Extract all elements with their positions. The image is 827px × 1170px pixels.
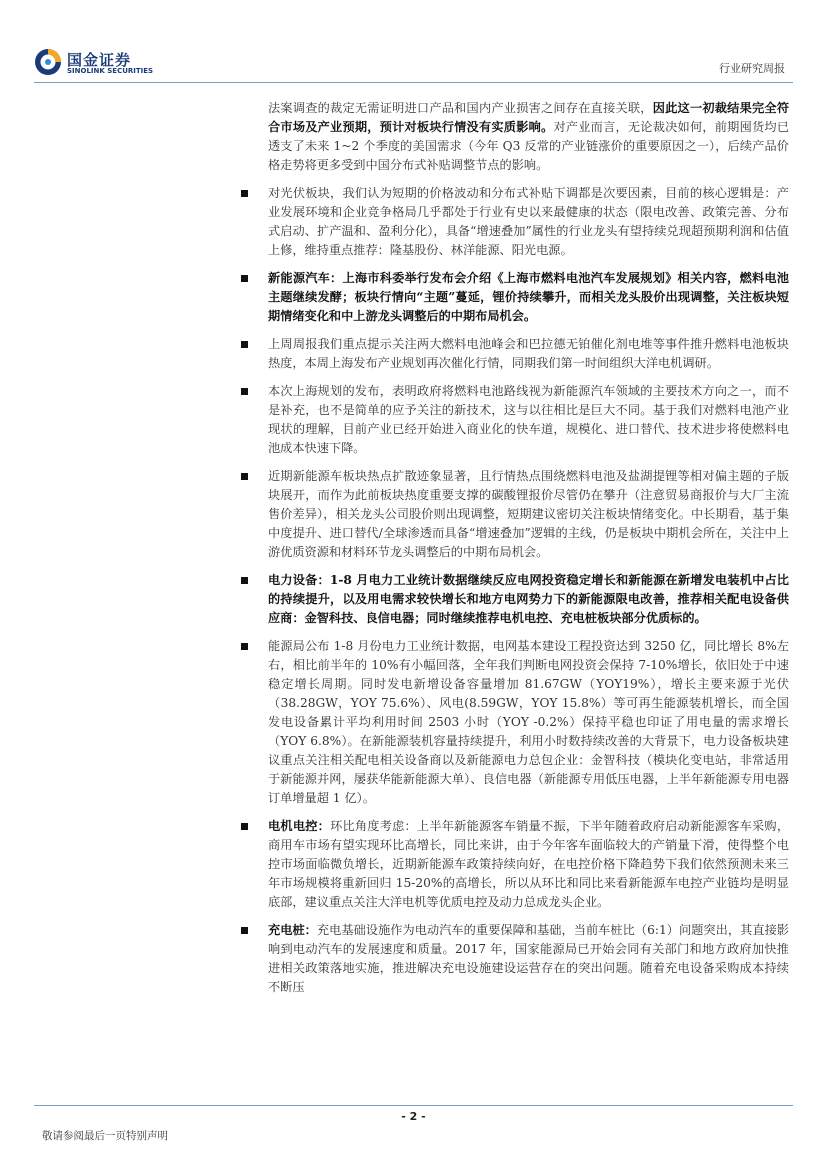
paragraph-text: 环比角度考虑：上半年新能源客车销量不振，下半年随着政府启动新能源客车采购，商用车市场有望实现环比高增长，同比来讲，由于今年客车面临较大的产销量下滑，使得整个电控市场面临微负增长，近期新能源车政策持续向好，在电控价格下降趋势下我们依然预测未来三年市场规模将重新回归 15-20%的高增长，所以从环比和同比来看新能源车电控产业链均是明显底部，建议重点关注大洋电机等优质电控及动力总成龙头企业。: [268, 819, 790, 909]
bullet-square-icon: [241, 823, 248, 830]
bullet-square-icon: [241, 341, 248, 348]
paragraph-text: 对产业而言，无论裁决如何，前期囤货均已透支了未来 1~2 个季度的美国需求（今年 Q3 反常的产业链涨价的重要原因之一），后续产品价格走势将更多受到中国分布式补贴调整节点的影响。: [268, 120, 790, 172]
bullet-square-icon: [241, 643, 248, 650]
paragraph-text: 本次上海规划的发布，表明政府将燃料电池路线视为新能源汽车领域的主要技术方向之一，而不是补充，也不是简单的应予关注的新技术，这与以往相比是巨大不同。基于我们对燃料电池产业现状的理解，目前产业已经开始进入商业化的快车道，规模化、进口替代、技术进步将使燃料电池成本快速下降。: [268, 384, 789, 455]
paragraph-text: 充电基础设施作为电动汽车的重要保障和基础，当前车桩比（6:1）问题突出，其直接影响到电动汽车的发展速度和质量。2017 年，国家能源局已开始会同有关部门和地方政府加快推进相关政策落地实施，推进解决充电设施建设运营存在的突出问题。随着充电设备采购成本持续不断压: [268, 923, 789, 994]
paragraph-text: 近期新能源车板块热点扩散迹象显著，且行情热点围绕燃料电池及盐湖提锂等相对偏主题的子版块展开，而作为此前板块热度重要支撑的碳酸锂报价尽管仍在攀升（注意贸易商报价与大厂主流售价差异），相关龙头公司股价则出现调整，短期建议密切关注板块情绪变化。中长期看，基于集中度提升、进口替代/全球渗透而具备“增速叠加”逻辑的主线，仍是板块中期机会所在，关注中上游优质资源和材料环节龙头调整后的中期布局机会。: [268, 469, 789, 559]
paragraph-3: [268, 335, 789, 373]
bullet-square-icon: [241, 190, 248, 197]
company-logo: [34, 48, 164, 78]
footer-divider: [34, 1105, 793, 1106]
paragraph-5: [268, 467, 789, 562]
page-number: - 2 -: [401, 1110, 426, 1123]
paragraph-bold-text: 电力设备：1-8 月电力工业统计数据继续反应电网投资稳定增长和新能源在新增发电装机中占比的持续提升，以及用电需求较快增长和地方电网势力下的新能源限电改善，推荐相关配电设备供应商：金智科技、良信电器；同时继续推荐电机电控、充电桩板块部分优质标的。: [268, 573, 789, 625]
paragraph-8: [268, 817, 789, 912]
bullet-square-icon: [241, 388, 248, 395]
logo-english-name: SINOLINK SECURITIES: [67, 67, 154, 75]
paragraph-text: 法案调查的裁定无需证明进口产品和国内产业损害之间存在直接关联，: [268, 101, 653, 115]
sinolink-logo-icon: [34, 48, 62, 76]
logo-chinese-name: 国金证券: [67, 51, 132, 69]
bullet-square-icon: [241, 473, 248, 480]
paragraph-7: [268, 637, 789, 808]
header-divider: [34, 82, 793, 83]
paragraph-text: 对光伏板块，我们认为短期的价格波动和分布式补贴下调都是次要因素，目前的核心逻辑是：产业发展环境和企业竞争格局几乎都处于行业有史以来最健康的状态（限电改善、政策完善、分布式启动、扩产温和、盈利分化），具备“增速叠加”属性的行业龙头有望持续兑现超预期利润和估值上修，维持重点推荐：隆基股份、林洋能源、阳光电源。: [268, 186, 789, 257]
paragraph-6: [268, 571, 789, 628]
paragraph-bold-text: 充电桩：: [268, 923, 317, 937]
paragraph-2: [268, 269, 789, 326]
bullet-square-icon: [241, 927, 248, 934]
bullet-square-icon: [241, 577, 248, 584]
paragraph-bold-text: 新能源汽车：上海市科委举行发布会介绍《上海市燃料电池汽车发展规划》相关内容，燃料电池主题继续发酵；板块行情向“主题”蔓延，锂价持续攀升，而相关龙头股价出现调整，关注板块短期情绪变化和中上游龙头调整后的中期布局机会。: [268, 271, 789, 323]
paragraph-4: [268, 382, 789, 458]
disclaimer-note: 敬请参阅最后一页特别声明: [42, 1130, 168, 1142]
paragraph-1: [268, 184, 789, 260]
report-type-label: 行业研究周报: [719, 62, 785, 75]
paragraph-text: 能源局公布 1-8 月份电力工业统计数据，电网基本建设工程投资达到 3250 亿，同比增长 8%左右，相比前半年的 10%有小幅回落，全年我们判断电网投资会保持 7-10%增长，依旧处于中速稳定增长周期。同时发电新增设备容量增加 81.67GW（YOY19%），增长主要来源于光伏（38.28GW，YOY 75.6%）、风电(8.59GW，YOY 15.8%）等可再生能源装机增长，而全国发电设备累计平均利用时间 2503 小时（YOY -0.2%）保持平稳也印证了用电量的需求增长（YOY 6.8%）。在新能源装机容量持续提升，利用小时数持续改善的大背景下，电力设备板块建议重点关注相关配电相关设备商以及新能源电力总包企业：金智科技（模块化变电站，非常适用于新能源并网，屡获华能新能源大单）、良信电器（新能源专用低压电器，上半年新能源专用电器订单增量超 1 亿）。: [268, 639, 789, 805]
paragraph-text: 上周周报我们重点提示关注两大燃料电池峰会和巴拉德无铂催化剂电堆等事件推升燃料电池板块热度，本周上海发布产业规划再次催化行情，同期我们第一时间组织大洋电机调研。: [268, 337, 789, 370]
paragraph-bold-text: 电机电控：: [268, 819, 331, 833]
paragraph-9: [268, 921, 789, 997]
bullet-square-icon: [241, 275, 248, 282]
paragraph-bold-text: 因此这一初裁结果完全符合市场及产业预期，预计对板块行情没有实质影响。: [268, 101, 790, 134]
report-body: [268, 99, 789, 1006]
page-header: [0, 0, 827, 90]
paragraph-0: [268, 99, 789, 175]
